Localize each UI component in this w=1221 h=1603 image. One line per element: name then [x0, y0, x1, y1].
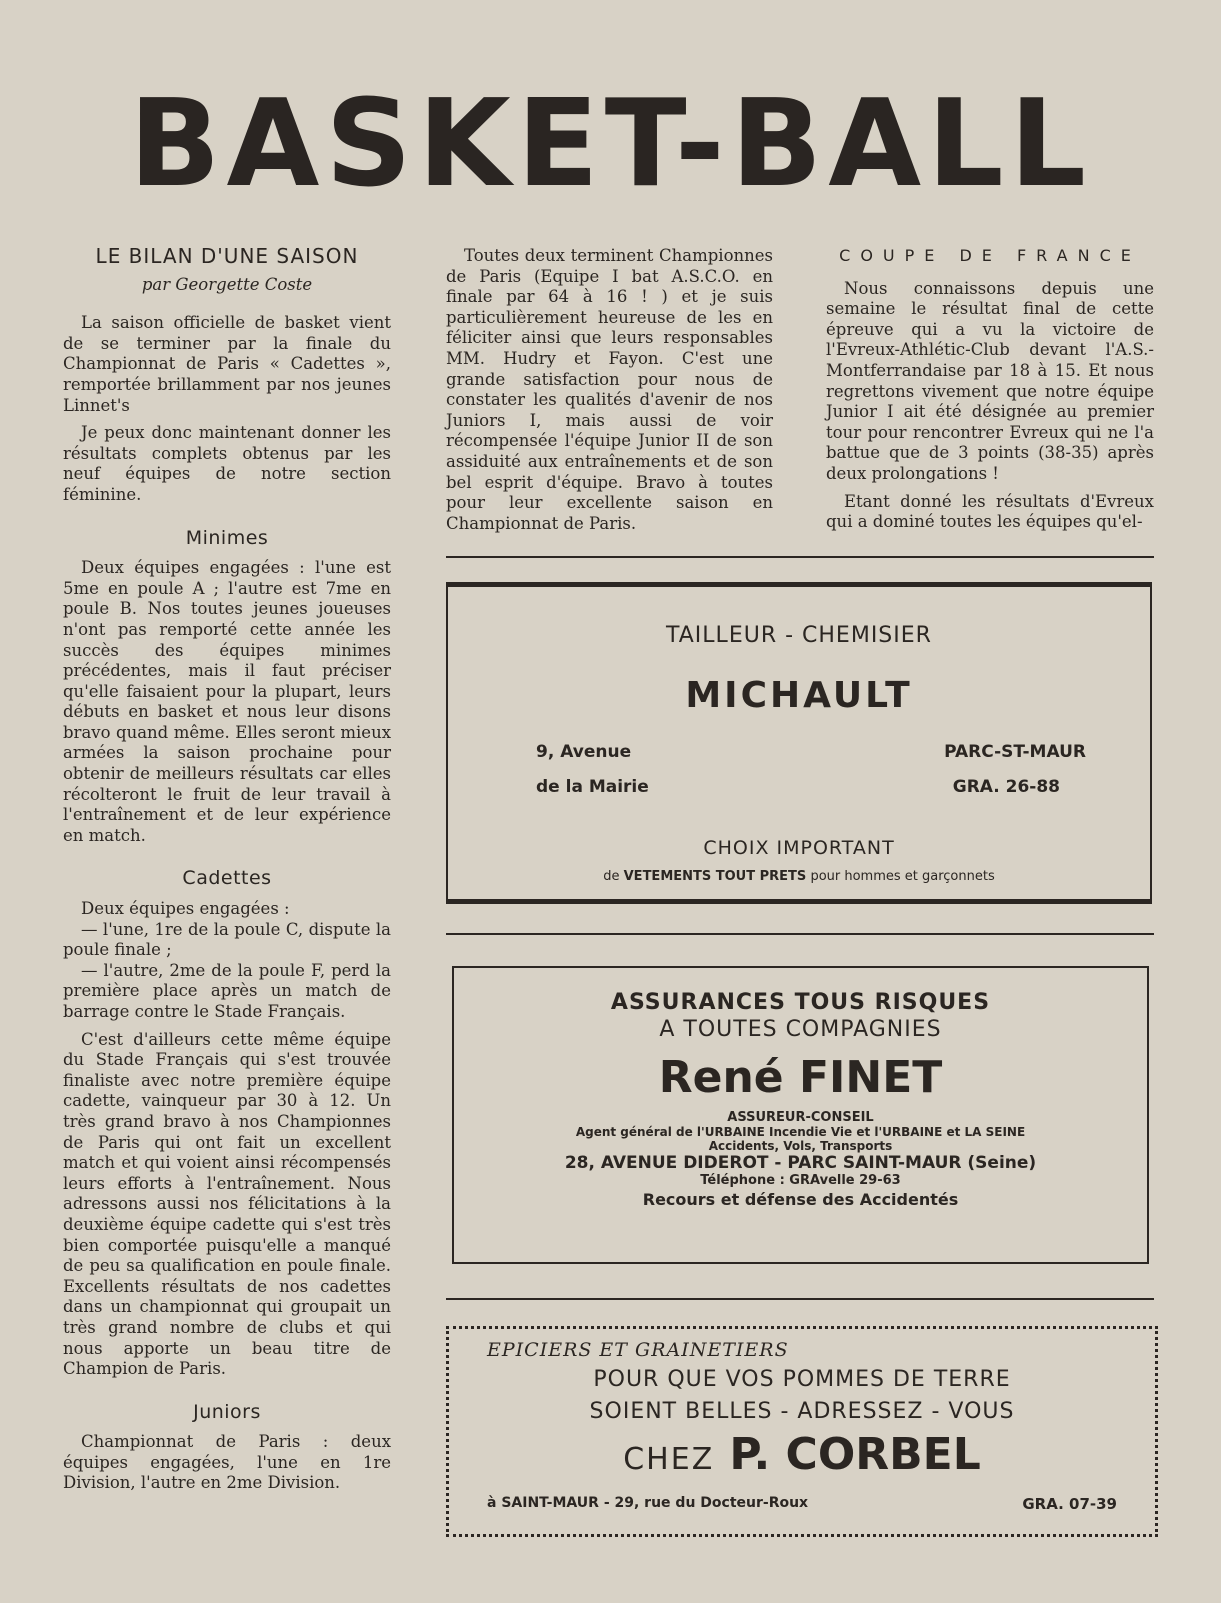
ad-corbel-address: à SAINT-MAUR - 29, rue du Docteur-Roux	[487, 1495, 809, 1511]
section-heading-juniors: Juniors	[193, 1400, 261, 1423]
minimes-paragraph: Deux équipes engagées : l'une est 5me en poule A ; l'autre est 7me en poule B. Nos toutes jeunes joueuses n'ont pas remporté cette année les succès des équipes minimes précédentes, mais il faut préciser qu'elle faisaient pour la plupart, leurs débuts en basket et nous leur disons bravo quand même. Elles seront mieux armées la saison prochaine pour obtenir de meilleurs résultats car elles récolteront le fruit de leur travail à l'entraînement et de leur expérience en match.	[63, 558, 391, 845]
cadettes-line-3: — l'autre, 2me de la poule F, perd la première place après un match de barrage contre le Stade Français.	[63, 960, 391, 1021]
cadettes-paragraph: C'est d'ailleurs cette même équipe du Stade Français qui s'est trouvée finaliste avec notre première équipe cadette, vainqueur par 30 à 12. Un très grand bravo à nos Championnes de Paris qui ont fait un excellent match et qui voient ainsi récompensés leurs efforts à l'entraînement. Nous adressons aussi nos félicitations à la deuxième équipe cadette qui s'est très bien comportée puisqu'elle a manqué de peu sa qualification en poule finale. Excellents résultats de nos cadettes dans un championnat qui groupait un très grand nombre de clubs et qui nous apporte un beau titre de Champion de Paris.	[63, 1029, 391, 1379]
ad-finet-agent: Agent général de l'URBAINE Incendie Vie et l'URBAINE et LA SEINE	[575, 1125, 1026, 1139]
ad-michault-phone: GRA. 26-88	[952, 777, 1060, 797]
intro-paragraph-1: La saison officielle de basket vient de se terminer par la finale du Championnat de Paris « Cadettes », remportée brillamment par nos jeunes Linnet's	[63, 313, 391, 415]
ad-corbel-chez: CHEZ	[623, 1442, 715, 1477]
juniors-continued-paragraph: Toutes deux terminent Championnes de Paris (Equipe I bat A.S.C.O. en finale par 64 à 16 ! ) et je suis particulièrement heureuse de les en féliciter ainsi que leurs responsables MM. Hudry et Fayon. C'est une grande satisfaction pour nous de constater les qualités d'avenir de nos Juniors I, mais aussi de voir récompensée l'équipe Junior II de son assiduité aux entraînements et de son bel esprit d'équipe. Bravo à toutes pour leur excellente saison en Championnat de Paris.	[446, 246, 773, 533]
article-column-3	[826, 246, 1154, 540]
ad-finet-services: Accidents, Vols, Transports	[708, 1139, 893, 1153]
ad-corbel-name-row	[449, 1429, 1155, 1480]
ad-michault-kicker: TAILLEUR - CHEMISIER	[666, 623, 932, 648]
section-heading-cadettes: Cadettes	[182, 867, 272, 890]
ad-michault-city: PARC-ST-MAUR	[944, 742, 1086, 762]
ad-corbel	[446, 1326, 1158, 1537]
ad-corbel-name: P. CORBEL	[729, 1429, 981, 1480]
ad-michault-tagline	[448, 869, 1150, 884]
ad-michault-address-1: 9, Avenue	[536, 742, 632, 762]
coupe-paragraph-2: Etant donné les résultats d'Evreux qui a dominé toutes les équipes qu'el-	[826, 491, 1154, 532]
ad-michault-name: MICHAULT	[685, 675, 913, 716]
ad-michault-tag-pre: de	[603, 869, 620, 884]
ad-finet-title: ASSUREUR-CONSEIL	[727, 1110, 874, 1125]
ad-michault	[446, 582, 1152, 904]
divider-rule	[446, 556, 1154, 558]
ad-michault-tag-post: pour hommes et garçonnets	[810, 869, 995, 884]
juniors-paragraph: Championnat de Paris : deux équipes engagées, l'une en 1re Division, l'autre en 2me Division.	[63, 1432, 391, 1493]
ad-michault-tag-bold: VETEMENTS TOUT PRETS	[623, 869, 807, 884]
divider-rule	[446, 933, 1154, 935]
article-byline: par Georgette Coste	[141, 274, 313, 294]
article-column-1	[63, 246, 391, 1501]
ad-corbel-line-2: SOIENT BELLES - ADRESSEZ - VOUS	[589, 1399, 1015, 1424]
ad-michault-choix: CHOIX IMPORTANT	[703, 837, 895, 859]
ad-finet-recours: Recours et défense des Accidentés	[642, 1190, 959, 1209]
ad-corbel-line-1: POUR QUE VOS POMMES DE TERRE	[593, 1367, 1011, 1392]
ad-finet-address: 28, AVENUE DIDEROT - PARC SAINT-MAUR (Seine)	[564, 1153, 1037, 1173]
cadettes-line-2: — l'une, 1re de la poule C, dispute la poule finale ;	[63, 919, 391, 960]
coupe-de-france-heading: COUPE DE FRANCE	[839, 246, 1141, 265]
intro-paragraph-2: Je peux donc maintenant donner les résultats complets obtenus par les neuf équipes de notre section féminine.	[63, 423, 391, 504]
ad-finet-phone: Téléphone : GRAvelle 29-63	[700, 1173, 901, 1188]
ad-finet	[452, 966, 1149, 1264]
article-column-2	[446, 246, 773, 541]
divider-rule	[446, 1298, 1154, 1300]
section-heading-minimes: Minimes	[185, 526, 269, 549]
ad-corbel-kicker: EPICIERS ET GRAINETIERS	[487, 1339, 789, 1361]
cadettes-line-1: Deux équipes engagées :	[81, 899, 290, 919]
article-title: LE BILAN D'UNE SAISON	[95, 244, 359, 268]
ad-michault-address-2: de la Mairie	[536, 777, 649, 797]
ad-corbel-phone: GRA. 07-39	[1022, 1495, 1117, 1513]
coupe-paragraph-1: Nous connaissons depuis une semaine le résultat final de cette épreuve qui a vu la victoire de l'Evreux-Athlétic-Club devant l'A.S.-Montferrandaise par 18 à 15. Et nous regrettons vivement que notre équipe Junior I ait été désignée au premier tour pour rencontrer Evreux qui ne l'a battue que de 3 points (38-35) après deux prolongations !	[826, 278, 1154, 483]
ad-finet-name: René FINET	[658, 1052, 943, 1103]
masthead-title: BASKET-BALL	[128, 75, 1092, 214]
ad-finet-line-1: ASSURANCES TOUS RISQUES	[610, 990, 991, 1015]
ad-finet-line-2: A TOUTES COMPAGNIES	[659, 1017, 942, 1042]
